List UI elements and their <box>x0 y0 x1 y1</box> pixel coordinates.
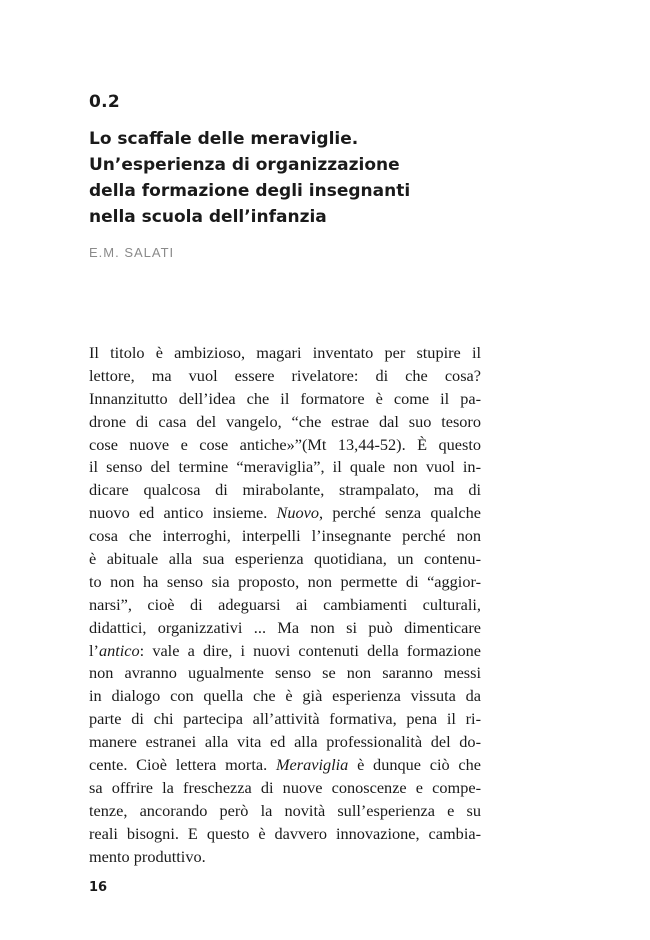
text-line: lettore, ma vuol essere rivelatore: di che cosa? <box>89 365 481 385</box>
chapter-title-line: Lo scaffale delle meraviglie. <box>89 129 359 149</box>
page-number: 16 <box>89 880 108 895</box>
text-line: mento produttivo. <box>89 846 206 866</box>
author-name: E.M. SALATI <box>89 245 175 260</box>
text-line: cose nuove e cose antiche»”(Mt 13,44-52). È questo <box>89 434 481 454</box>
text-line: l’antico: vale a dire, i nuovi contenuti della formazione <box>89 640 481 660</box>
text-line: nuovo ed antico insieme. Nuovo, perché senza qualche <box>89 503 481 523</box>
chapter-title-line: della formazione degli insegnanti <box>89 181 411 201</box>
text-line: tenze, ancorando però la novità sull’esperienza e su <box>89 800 481 820</box>
text-line: non avranno ugualmente senso se non saranno messi <box>89 663 481 683</box>
italic-term: Nuovo <box>276 503 320 523</box>
text-line: to non ha senso sia proposto, non permette di “aggior- <box>89 571 481 591</box>
italic-term: Meraviglia <box>275 755 349 775</box>
text-line: Il titolo è ambizioso, magari inventato per stupire il <box>89 343 481 362</box>
text-line: narsi”, cioè di adeguarsi ai cambiamenti culturali, <box>89 594 481 614</box>
text-line: didattici, organizzativi ... Ma non si può dimenticare <box>89 617 481 637</box>
text-line: drone di casa del vangelo, “che estrae dal suo tesoro <box>89 411 481 431</box>
text-line: in dialogo con quella che è già esperienza vissuta da <box>89 686 481 706</box>
text-line: Innanzitutto dell’idea che il formatore è come il pa- <box>89 388 481 408</box>
text-line: parte di chi partecipa all’attività formativa, pena il ri- <box>89 709 481 729</box>
chapter-title-line: Un’esperienza di organizzazione <box>89 155 400 175</box>
text-line: è abituale alla sua esperienza quotidiana, un contenu- <box>89 549 481 569</box>
italic-term: antico <box>98 640 140 660</box>
text-line: sa offrire la freschezza di nuove conoscenze e compe- <box>89 777 481 797</box>
text-line: manere estranei alla vita ed alla professionalità del do- <box>89 732 481 752</box>
chapter-title-line: nella scuola dell’infanzia <box>89 207 327 227</box>
text-line: cente. Cioè lettera morta. Meraviglia è dunque ciò che <box>89 755 481 775</box>
chapter-title <box>89 126 509 230</box>
text-line: reali bisogni. E questo è davvero innovazione, cambia- <box>89 823 481 843</box>
section-number: 0.2 <box>89 92 121 112</box>
text-line: dicare qualcosa di mirabolante, strampalato, ma di <box>89 480 481 500</box>
body-paragraph <box>89 342 481 868</box>
text-line: il senso del termine “meraviglia”, il quale non vuol in- <box>89 457 481 477</box>
text-line: cosa che interroghi, interpelli l’insegnante perché non <box>89 526 481 546</box>
